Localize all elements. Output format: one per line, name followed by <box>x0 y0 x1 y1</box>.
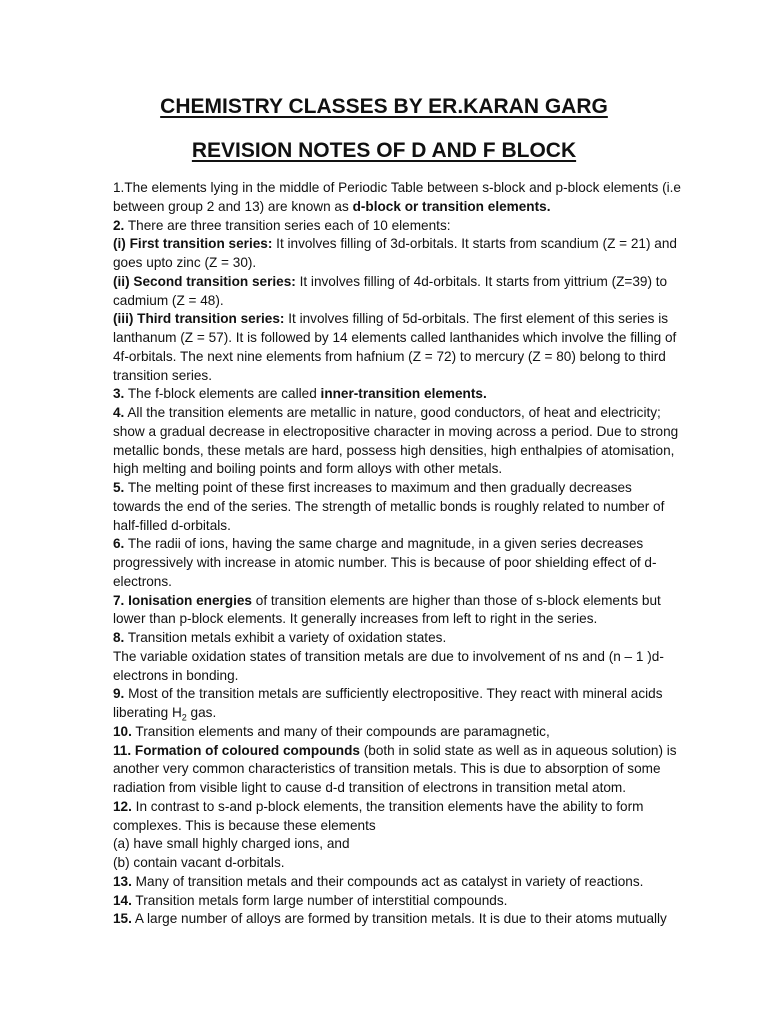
paragraph-text: It involves filling of 4d-orbitals. It starts from yittrium (Z=39) to cadmium (Z = 48). <box>113 273 668 308</box>
paragraph-3 <box>113 385 683 404</box>
paragraph-text: In contrast to s-and p-block elements, the transition elements have the ability to form complexes. This is because these elements <box>113 798 644 833</box>
notes-body <box>113 179 683 929</box>
paragraph-lead: 3. <box>113 386 125 402</box>
paragraph-text: (a) have small highly charged ions, and <box>113 836 350 852</box>
subscript: 2 <box>181 712 187 723</box>
paragraph-8 <box>113 629 683 648</box>
paragraph-text: of transition elements are higher than those of s-block elements but lower than p-block elements. It generally increases from left to right in the series. <box>113 592 661 627</box>
paragraph-text: It involves filling of 5d-orbitals. The first element of this series is lanthanum (Z = 57). It is followed by 14 elements called lanthanides which involve the filling of 4f-orbitals. The next nine elements from hafnium (Z = 72) to mercury (Z = 80) belong to third transition series. <box>113 311 677 383</box>
paragraph-text: Many of transition metals and their compounds act as catalyst in variety of reactions. <box>131 873 644 889</box>
paragraph-1 <box>113 179 683 217</box>
paragraph-8-continued <box>113 648 683 686</box>
paragraph-text: There are three transition series each of 10 elements: <box>124 217 451 233</box>
paragraph-lead: 6. <box>113 536 125 552</box>
paragraph-12-item-b <box>113 854 683 873</box>
paragraph-14 <box>113 892 683 911</box>
paragraph-9 <box>113 685 683 723</box>
paragraph-lead: 9. <box>113 686 125 702</box>
paragraph-text: (b) contain vacant d-orbitals. <box>113 855 285 870</box>
page-subtitle: REVISION NOTES OF D AND F BLOCK <box>191 139 577 162</box>
paragraph-7 <box>113 592 683 630</box>
page-title: CHEMISTRY CLASSES BY ER.KARAN GARG <box>160 95 608 118</box>
paragraph-10 <box>113 723 683 742</box>
paragraph-bold-tail: d-block or transition elements. <box>352 198 551 214</box>
paragraph-lead: 7. Ionisation energies <box>113 592 252 608</box>
paragraph-text: A large number of alloys are formed by transition metals. It is due to their atoms mutually <box>131 911 667 927</box>
paragraph-lead: 13. <box>113 873 132 889</box>
paragraph-6 <box>113 535 683 591</box>
paragraph-lead: 12. <box>113 798 132 814</box>
paragraph-text: The f-block elements are called <box>124 386 321 402</box>
paragraph-text: It involves filling of 3d-orbitals. It starts from scandium (Z = 21) and goes upto zinc (Z = 30). <box>113 236 677 270</box>
paragraph-text: The melting point of these first increases to maximum and then gradually decreases towards the end of the series. The strength of metallic bonds is roughly related to number of half-filled d-orbitals. <box>113 480 665 533</box>
paragraph-5 <box>113 479 683 535</box>
paragraph-text: The variable oxidation states of transition metals are due to involvement of ns and (n – 1 )d-electrons in bonding. <box>113 648 664 683</box>
paragraph-lead: 14. <box>113 892 132 908</box>
paragraph-text: The radii of ions, having the same charge and magnitude, in a given series decreases progressively with increase in atomic number. This is because of poor shielding effect of d-electrons. <box>113 536 657 589</box>
paragraph-lead: 8. <box>113 630 125 645</box>
paragraph-2 <box>113 217 683 236</box>
paragraph-text: Transition elements and many of their compounds are paramagnetic, <box>131 723 550 739</box>
paragraph-12 <box>113 798 683 836</box>
paragraph-text: (both in solid state as well as in aqueous solution) is another very common characteristics of transition metals. This is due to absorption of some radiation from visible light to cause d-d transition of electrons in transition metal atom. <box>113 742 677 795</box>
paragraph-15 <box>113 910 683 929</box>
paragraph-third-series <box>113 310 683 385</box>
paragraph-second-series <box>113 273 683 311</box>
paragraph-4 <box>113 404 683 479</box>
paragraph-text: Transition metals form large number of interstitial compounds. <box>131 892 508 908</box>
paragraph-11 <box>113 742 683 798</box>
paragraph-12-item-a <box>113 835 683 854</box>
paragraph-bold-tail: inner-transition elements. <box>320 386 487 402</box>
paragraph-lead: 5. <box>113 480 125 495</box>
paragraph-lead: 4. <box>113 405 125 420</box>
paragraph-text: 1.The elements lying in the middle of Periodic Table between s-block and p-block elements (i.e between group 2 and 13) are known as <box>113 180 681 214</box>
paragraph-text: All the transition elements are metallic in nature, good conductors, of heat and electricity; show a gradual decrease in electropositive character in moving across a period. Due to strong metallic bonds, these metals are hard, possess high densities, high enthalpies of atomisation, high melting and boiling points and form alloys with other metals. <box>113 405 679 477</box>
paragraph-lead: 11. Formation of coloured compounds <box>113 742 360 758</box>
paragraph-lead: (ii) Second transition series: <box>113 273 296 289</box>
paragraph-text-after: gas. <box>186 705 217 720</box>
paragraph-13 <box>113 873 683 892</box>
paragraph-lead: (i) First transition series: <box>113 236 273 252</box>
paragraph-lead: 2. <box>113 217 125 233</box>
paragraph-first-series <box>113 235 683 273</box>
paragraph-lead: 10. <box>113 723 132 739</box>
paragraph-lead: (iii) Third transition series: <box>113 311 285 327</box>
paragraph-text: Most of the transition metals are sufficiently electropositive. They react with mineral acids liberating H <box>113 686 663 720</box>
paragraph-lead: 15. <box>113 911 132 927</box>
paragraph-text: Transition metals exhibit a variety of oxidation states. <box>124 630 447 645</box>
